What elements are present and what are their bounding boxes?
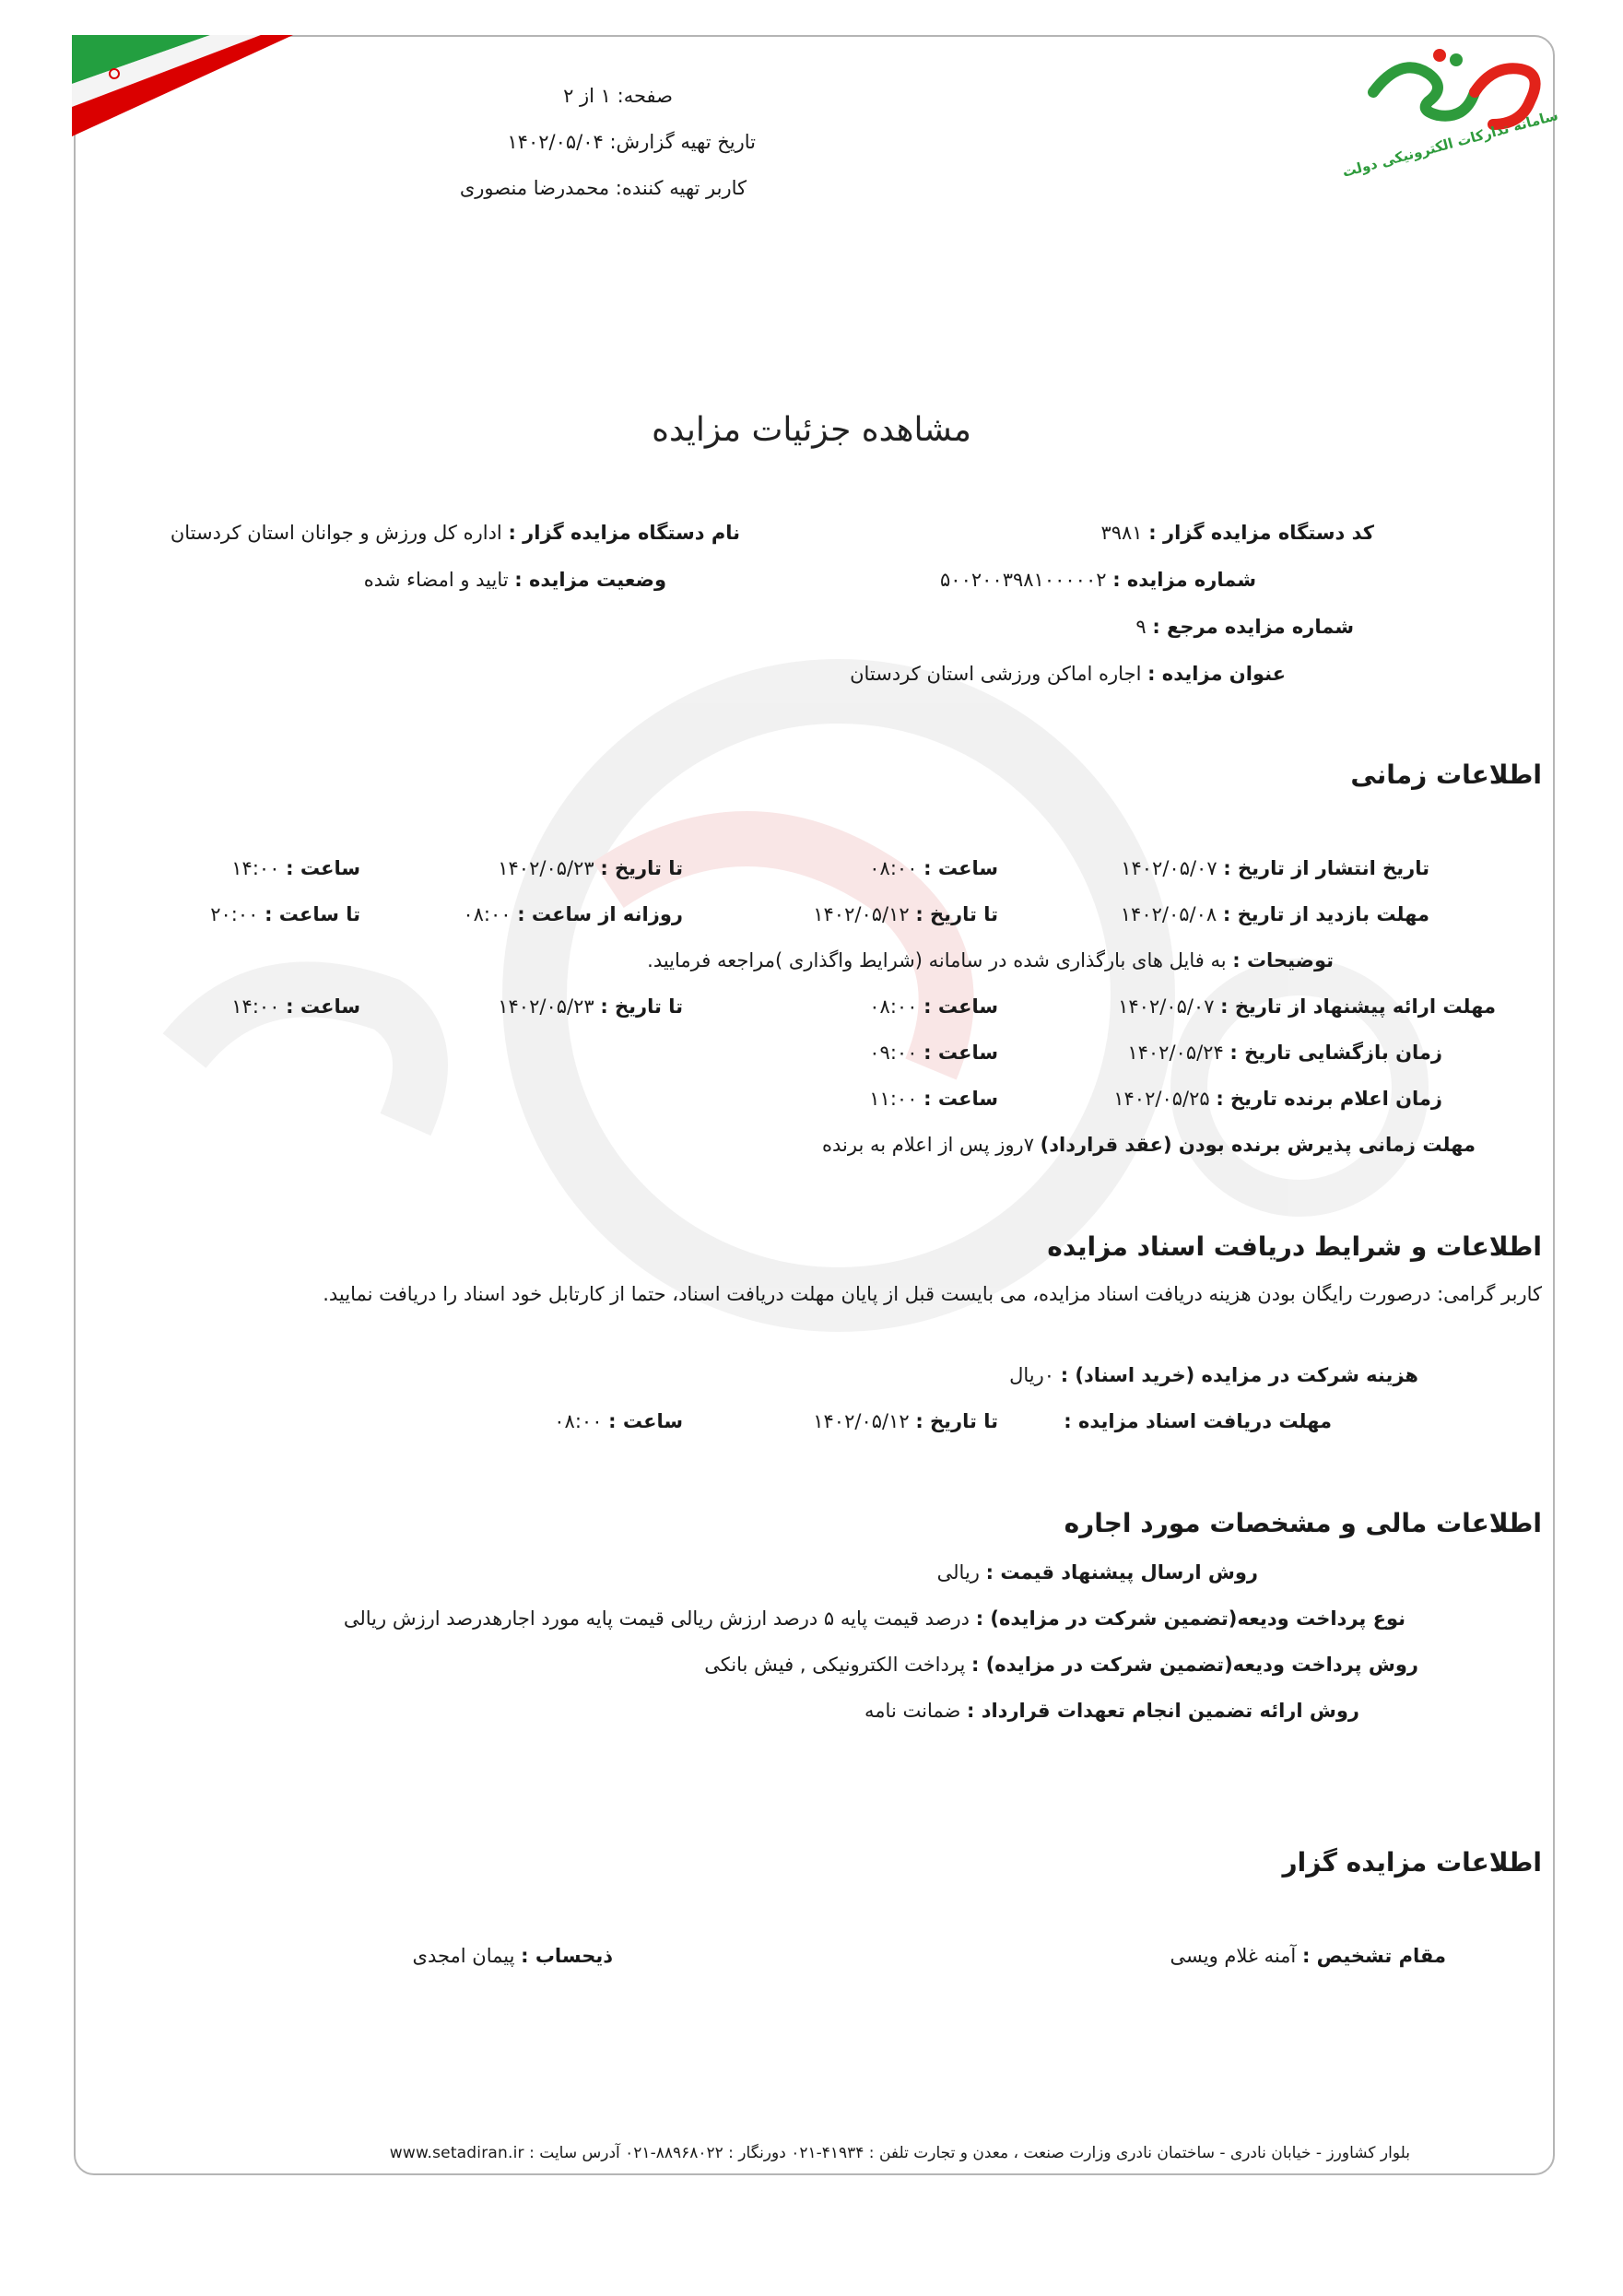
offer-to-row <box>498 995 683 1018</box>
doc-deadline-row <box>1064 1410 1332 1432</box>
auction-number-label: شماره مزایده : <box>1112 569 1256 591</box>
auction-number-row <box>940 569 1256 591</box>
offer-to-time: ۱۴:۰۰ <box>231 995 280 1018</box>
winner-time: ۱۱:۰۰ <box>869 1088 918 1110</box>
watermark-icon <box>147 608 1456 1438</box>
daily-to-row <box>210 903 360 925</box>
deposit-method-row <box>704 1654 1418 1676</box>
auction-subject-label: عنوان مزایده : <box>1147 663 1286 685</box>
auction-status-label: وضعیت مزایده : <box>514 569 666 591</box>
offer-from-label: مهلت ارائه پیشنهاد از تاریخ : <box>1220 995 1496 1018</box>
price-method-value: ریالی <box>936 1561 980 1584</box>
offer-from-time: ۰۸:۰۰ <box>869 995 918 1018</box>
publish-from-label: تاریخ انتشار از تاریخ : <box>1223 857 1429 879</box>
daily-from-time: ۰۸:۰۰ <box>463 903 512 925</box>
authority-value: آمنه غلام ویسی <box>1170 1945 1297 1967</box>
auctioneer-heading: اطلاعات مزایده گزار <box>1282 1847 1542 1878</box>
org-name-label: نام دستگاه مزایده گزار : <box>508 522 740 544</box>
publish-from-time: ۰۸:۰۰ <box>869 857 918 879</box>
authority-label: مقام تشخیص : <box>1301 1945 1446 1967</box>
ref-number-value: ۹ <box>1135 616 1147 638</box>
auction-status-value: تایید و امضاء شده <box>363 569 509 591</box>
deposit-method-label: روش پرداخت ودیعه(تضمین شرکت در مزایده) : <box>971 1654 1418 1676</box>
accountant-label: ذیحساب : <box>521 1945 613 1967</box>
publish-to-date: ۱۴۰۲/۰۵/۲۳ <box>498 857 594 879</box>
timing-heading: اطلاعات زمانی <box>1350 759 1542 790</box>
publish-from <box>1121 857 1429 879</box>
opening-date: ۱۴۰۲/۰۵/۲۴ <box>1127 1042 1224 1064</box>
visit-to-row <box>813 903 998 925</box>
doc-deadline-date: ۱۴۰۲/۰۵/۱۲ <box>813 1410 910 1432</box>
doc-deadline-time-label: ساعت : <box>608 1410 683 1432</box>
offer-to-time-row <box>231 995 360 1018</box>
deposit-type-row <box>344 1607 1405 1630</box>
offer-to-label: تا تاریخ : <box>600 995 683 1018</box>
publish-to-time: ۱۴:۰۰ <box>231 857 280 879</box>
deposit-type-label: نوع پرداخت ودیعه(تضمین شرکت در مزایده) : <box>975 1607 1405 1630</box>
auction-subject-value: اجاره اماکن ورزشی استان کردستان <box>850 663 1142 685</box>
prepared-by <box>406 177 747 199</box>
iran-flag-icon <box>72 33 312 153</box>
price-method-label: روش ارسال پیشنهاد قیمت : <box>985 1561 1258 1584</box>
report-date <box>406 131 756 153</box>
report-date-label: تاریخ تهیه گزارش: <box>609 131 756 153</box>
offer-from-row <box>1118 995 1496 1018</box>
winner-row <box>1113 1088 1442 1110</box>
org-code-label: کد دستگاه مزایده گزار : <box>1148 522 1374 544</box>
visit-from-label: مهلت بازدید از تاریخ : <box>1222 903 1429 925</box>
financial-heading: اطلاعات مالی و مشخصات مورد اجاره <box>1064 1508 1542 1538</box>
footer-contact: بلوار کشاورز - خیابان نادری - ساختمان نادری وزارت صنعت ، معدن و تجارت تلفن : ۴۱۹۳۴-۰۲۱ دورنگار : ۸۸۹۶۸۰۲۲-۰۲۱ آدرس سایت : www.setadiran.ir <box>389 2144 1410 2162</box>
winner-date: ۱۴۰۲/۰۵/۲۵ <box>1113 1088 1210 1110</box>
accountant-row <box>413 1945 613 1967</box>
daily-from-label: روزانه از ساعت : <box>517 903 683 925</box>
documents-note: کاربر گرامی: درصورت رایگان بودن هزینه دریافت اسناد مزایده، می بایست قبل از پایان مهلت دریافت اسناد، حتما از کارتابل خود اسناد را دریافت نمایید. <box>323 1283 1542 1305</box>
opening-time-label: ساعت : <box>923 1042 998 1064</box>
deposit-type-value: درصد قیمت پایه ۵ درصد ارزش ریالی قیمت پایه مورد اجارهدرصد ارزش ریالی <box>343 1607 970 1630</box>
page-title: مشاهده جزئیات مزایده <box>652 411 971 449</box>
fee-row <box>1009 1364 1418 1386</box>
publish-to-label: تا تاریخ : <box>600 857 683 879</box>
daily-to-time: ۲۰:۰۰ <box>210 903 259 925</box>
offer-from-time-row <box>869 995 998 1018</box>
offer-to-time-label: ساعت : <box>286 995 360 1018</box>
publish-from-time-row <box>869 857 998 879</box>
auction-subject-row <box>850 663 1286 685</box>
publish-from-date: ۱۴۰۲/۰۵/۰۷ <box>1121 857 1217 879</box>
page-value: ۱ از ۲ <box>563 85 611 107</box>
org-name-value: اداره کل ورزش و جوانان استان کردستان <box>170 522 502 544</box>
authority-row <box>1170 1945 1447 1967</box>
opening-time-row <box>869 1042 998 1064</box>
guarantee-label: روش ارائه تضمین انجام تعهدات قرارداد : <box>967 1700 1359 1722</box>
ref-number-label: شماره مزایده مرجع : <box>1152 616 1354 638</box>
prepared-by-label: کاربر تهیه کننده: <box>615 177 747 199</box>
winner-label: زمان اعلام برنده تاریخ : <box>1216 1088 1442 1110</box>
opening-label: زمان بازگشایی تاریخ : <box>1229 1042 1442 1064</box>
winner-time-label: ساعت : <box>923 1088 998 1110</box>
accept-row <box>822 1134 1476 1156</box>
offer-from-date: ۱۴۰۲/۰۵/۰۷ <box>1118 995 1215 1018</box>
fee-value: ۰ریال <box>1009 1364 1055 1386</box>
page-number <box>406 85 673 107</box>
visit-to-label: تا تاریخ : <box>915 903 998 925</box>
fee-label: هزینه شرکت در مزایده (خرید اسناد) : <box>1060 1364 1418 1386</box>
logo-brand-text: سامانه تدارکات الکترونیکی دولت <box>1340 106 1560 181</box>
visit-to-date: ۱۴۰۲/۰۵/۱۲ <box>813 903 910 925</box>
description-label: توضیحات : <box>1232 949 1334 971</box>
doc-deadline-time-row <box>554 1410 683 1432</box>
daily-from-row <box>463 903 683 925</box>
publish-to-time-label: ساعت : <box>286 857 360 879</box>
description-row <box>647 949 1334 971</box>
doc-deadline-date-label: تا تاریخ : <box>915 1410 998 1432</box>
report-date-value: ۱۴۰۲/۰۵/۰۴ <box>507 131 604 153</box>
offer-from-time-label: ساعت : <box>923 995 998 1018</box>
auction-number-value: ۵۰۰۲۰۰۳۹۸۱۰۰۰۰۰۲ <box>940 569 1107 591</box>
deposit-method-value: پرداخت الکترونیکی , فیش بانکی <box>704 1654 966 1676</box>
description-value: به فایل های بارگذاری شده در سامانه (شرایط واگذاری )مراجعه فرمایید. <box>647 949 1227 971</box>
doc-deadline-time: ۰۸:۰۰ <box>554 1410 603 1432</box>
accept-label: مهلت زمانی پذیرش برنده بودن (عقد قرارداد) <box>1040 1134 1476 1156</box>
guarantee-value: ضمانت نامه <box>864 1700 961 1722</box>
doc-deadline-label: مهلت دریافت اسناد مزایده : <box>1064 1410 1332 1432</box>
publish-to-time-row <box>231 857 360 879</box>
guarantee-row <box>864 1700 1359 1722</box>
auction-status-row <box>364 569 666 591</box>
page-label: صفحه: <box>617 85 673 107</box>
visit-from-row <box>1121 903 1429 925</box>
ref-number-row <box>1135 616 1354 638</box>
doc-deadline-date-row <box>813 1410 998 1432</box>
opening-row <box>1127 1042 1442 1064</box>
visit-from-date: ۱۴۰۲/۰۵/۰۸ <box>1120 903 1217 925</box>
price-method-row <box>937 1561 1258 1584</box>
winner-time-row <box>869 1088 998 1110</box>
documents-heading: اطلاعات و شرایط دریافت اسناد مزایده <box>1047 1231 1542 1262</box>
accept-value: ۷روز پس از اعلام به برنده <box>821 1134 1034 1156</box>
publish-from-time-label: ساعت : <box>923 857 998 879</box>
daily-to-label: تا ساعت : <box>265 903 360 925</box>
accountant-value: پیمان امجدی <box>412 1945 515 1967</box>
publish-to-row <box>498 857 683 879</box>
org-code-row <box>1100 522 1374 544</box>
setad-logo-icon <box>1340 37 1560 221</box>
prepared-by-value: محمدرضا منصوری <box>459 177 610 199</box>
org-code-value: ۳۹۸۱ <box>1100 522 1143 544</box>
offer-to-date: ۱۴۰۲/۰۵/۲۳ <box>498 995 594 1018</box>
org-name-row <box>171 522 740 544</box>
opening-time: ۰۹:۰۰ <box>869 1042 918 1064</box>
